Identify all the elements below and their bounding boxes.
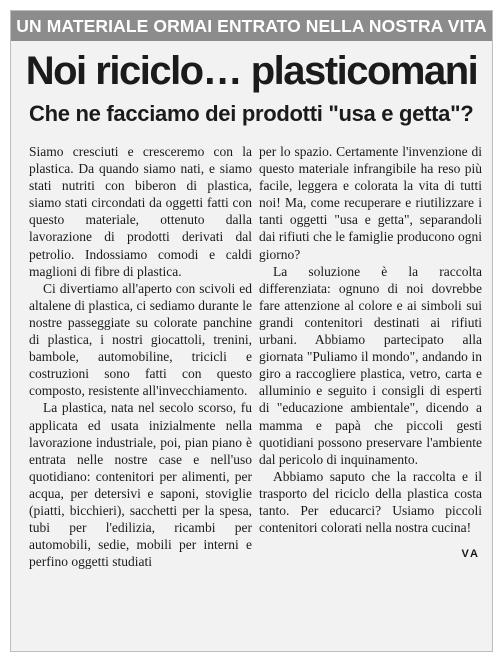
- article: [10, 10, 493, 652]
- headline: Noi riciclo… plasticomani: [25, 49, 478, 93]
- paragraph: Siamo cresciuti e cresceremo con la plastica. Da quando siamo nati, e siamo stati nutriti con biberon di plastica, siamo stati circondati da oggetti fatti con questo materiale, ottenuto dalla lavorazione di prodotti derivati dal petrolio. Indossiamo comodi e caldi maglioni di fibre di plastica.: [29, 144, 252, 279]
- kicker: UN MATERIALE ORMAI ENTRATO NELLA NOSTRA VITA: [11, 11, 492, 41]
- column-left: [29, 143, 252, 570]
- paragraph: La plastica, nata nel secolo scorso, fu applicata ed usata inizialmente nella lavorazione industriale, poi, pian piano è entrata nelle nostre case e nell'uso quotidiano: contenitori per alimenti, per acqua, per detersivi e saponi, stoviglie (piatti, bicchieri), sacchetti per la spesa, tubi per l'edilizia, ricambi per automobili, sedie, mobili per interni e perfino oggetti studiati: [29, 400, 252, 570]
- article-body: [29, 143, 482, 570]
- paragraph: La soluzione è la raccolta differenziata: ognuno di noi dovrebbe fare attenzione al colore e ai simboli sui grandi contenitori destinati ai rifiuti urbani. Abbiamo partecipato alla giornata "Puliamo il mondo", andando in giro a raccogliere plastica, vetro, carta e alluminio e seguito i consigli di esperti di "educazione ambientale", dicendo a mamma e papà che piccoli gesti quotidiani possono preservare l'ambiente dal pericolo di inquinamento.: [259, 263, 482, 467]
- paragraph: Abbiamo saputo che la raccolta e il trasporto del riciclo della plastica costa tanto. Per educarci? Usiamo piccoli contenitori colorati nella nostra cucina!: [259, 468, 482, 536]
- paragraph: Ci divertiamo all'aperto con scivoli ed altalene di plastica, ci sediamo durante le nostre passeggiate su colorate panchine di plastica, i nostri giocattoli, trenini, bambole, automobiline, tricicli e costruzioni sono fatti con questo composto, resistente all'invecchiamento.: [29, 280, 252, 399]
- column-right: [259, 143, 482, 570]
- paragraph: per lo spazio. Certamente l'invenzione di questo materiale infrangibile ha reso più facile, leggera e colorata la vita di tutti noi! Ma, come recuperare e riutilizzare i tanti oggetti "usa e getta", separandoli dai rifiuti che le famiglie producono ogni giorno?: [259, 144, 482, 262]
- subheadline: Che ne facciamo dei prodotti "usa e getta"?: [29, 101, 474, 126]
- author-signature: VA: [461, 548, 480, 561]
